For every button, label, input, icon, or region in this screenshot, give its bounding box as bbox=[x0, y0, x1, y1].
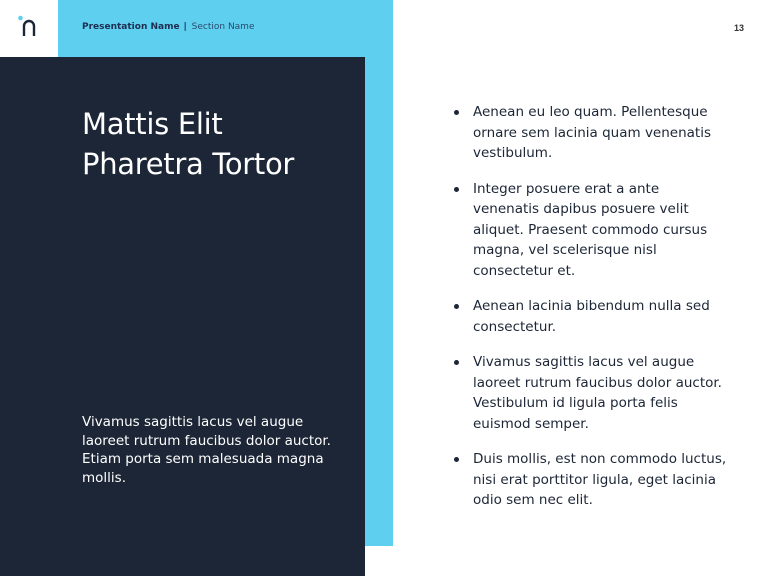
list-item bbox=[452, 179, 727, 282]
title-line-2: Pharetra Tortor bbox=[82, 147, 295, 181]
breadcrumb bbox=[82, 22, 255, 32]
list-item bbox=[452, 449, 727, 511]
bullet-text: Aenean eu leo quam. Pellentesque ornare sem lacinia quam venenatis vestibulum. bbox=[473, 104, 712, 161]
presentation-name: Presentation Name bbox=[82, 22, 180, 32]
list-item bbox=[452, 352, 727, 434]
page-number: 13 bbox=[733, 23, 744, 33]
title-line-1: Mattis Elit bbox=[82, 107, 223, 141]
n-logo-icon bbox=[16, 14, 40, 40]
bullet-text: Integer posuere erat a ante venenatis dapibus posuere velit aliquet. Praesent commodo cursus magna, vel scelerisque nisl consectetur et. bbox=[473, 180, 708, 279]
bullet-icon bbox=[454, 457, 459, 462]
bullet-icon bbox=[454, 187, 459, 192]
list-item bbox=[452, 102, 727, 164]
bullet-list bbox=[452, 102, 727, 526]
slide-body-text: Vivamus sagittis lacus vel augue laoreet rutrum faucibus dolor auctor. Etiam porta sem malesuada magna mollis. bbox=[82, 414, 331, 486]
bullet-icon bbox=[454, 304, 459, 309]
bullet-icon bbox=[454, 360, 459, 365]
breadcrumb-separator: | bbox=[183, 22, 187, 32]
bullet-text: Aenean lacinia bibendum nulla sed consectetur. bbox=[473, 298, 710, 335]
list-item bbox=[452, 296, 727, 337]
section-name: Section Name bbox=[191, 22, 255, 32]
bullet-icon bbox=[454, 110, 459, 115]
bullet-text: Duis mollis, est non commodo luctus, nisi erat porttitor ligula, eget lacinia odio sem nec elit. bbox=[473, 451, 727, 508]
bullet-text: Vivamus sagittis lacus vel augue laoreet rutrum faucibus dolor auctor. Vestibulum id ligula porta felis euismod semper. bbox=[473, 354, 722, 432]
slide-title bbox=[82, 104, 342, 184]
